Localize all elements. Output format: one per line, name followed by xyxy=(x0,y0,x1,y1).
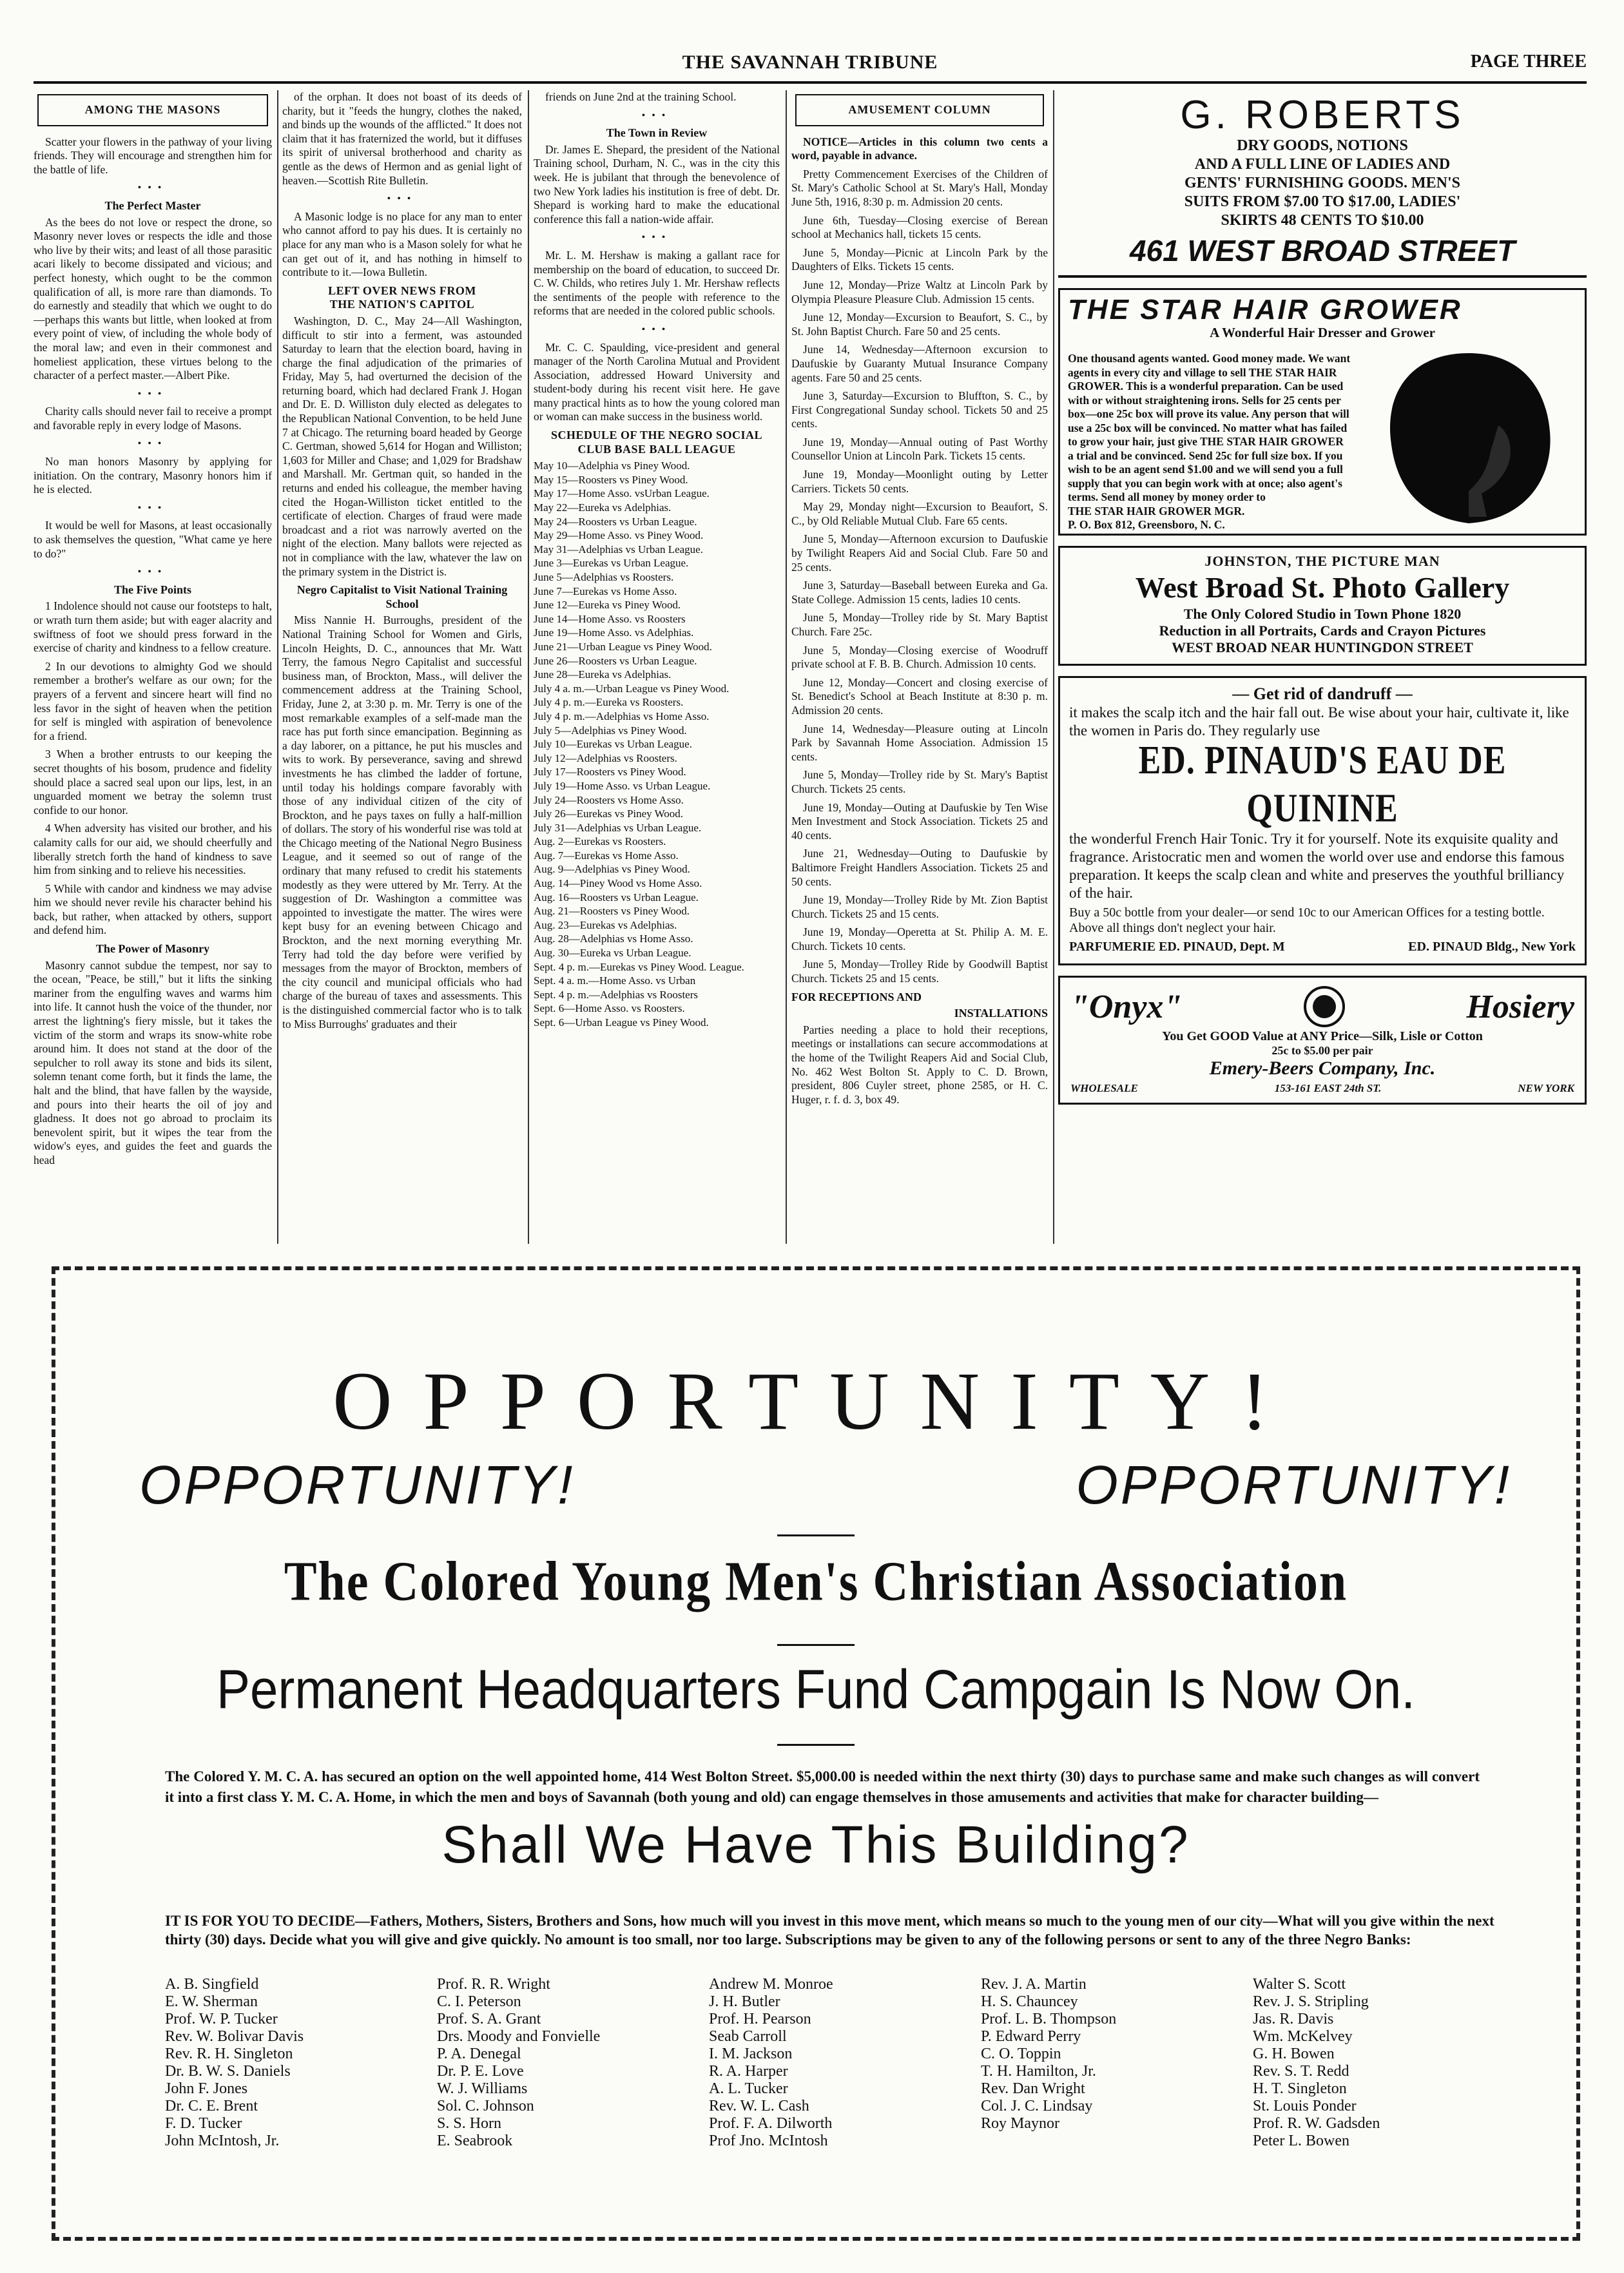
page-number: PAGE THREE xyxy=(1470,52,1587,72)
section-heading-masons: AMONG THE MASONS xyxy=(37,94,268,126)
divider xyxy=(777,1534,855,1536)
subscription-agents xyxy=(165,1976,1525,2150)
ad-footer xyxy=(1069,940,1576,954)
agent-name: P. A. Denegal xyxy=(437,2046,521,2062)
agent-name: John F. Jones xyxy=(165,2080,248,2097)
amusement-item: June 6th, Tuesday—Closing exercise of Berean school at Mechanics hall, tickets 15 cents. xyxy=(791,213,1048,241)
advertisements xyxy=(1058,90,1587,1115)
schedule-game: July 5—Adelphias vs Piney Wood. xyxy=(534,724,687,737)
ad-roberts xyxy=(1058,90,1587,278)
ad-footer-right: NEW YORK xyxy=(1518,1082,1574,1094)
agent-name: F. D. Tucker xyxy=(165,2115,242,2132)
amusement-list xyxy=(791,168,1048,986)
subheading: The Town in Review xyxy=(606,126,708,140)
opportunity-left: OPPORTUNITY! xyxy=(139,1455,575,1515)
paragraph: Masonry cannot subdue the tempest, nor say to the ocean, "Peace, be still," but it lifts the sinking mariner from the engulfing waves and warms him into life. It cannot hush the voice of the thunder, nor arrest the lightning's fiery missle, but it takes the victim of the storm and wraps its snow-white robe around him. It does not stand at the door of the sepulcher to roll away its stone and bids its silent, solemn tenant come forth, but it finds the lame, the halt and the blind, that have fallen by the wayside, and pours into their hearts the oil of joy and gladness. It does not go abroad to proclaim its benevolent spirit, but it wipes the tear from the widow's eyes, and guides the feet and guards the head xyxy=(34,958,272,1166)
agent-name: S. S. Horn xyxy=(437,2115,502,2132)
agent-name: Dr. C. E. Brent xyxy=(165,2098,258,2114)
paragraph: Dr. James E. Shepard, the president of the National Training school, Durham, N. C., was in the city this week. He is jubilant that through the benevolence of two New York ladies his institution is free of debt. Dr. Shepard is working hard to make the educational conference this fall a nation-wide affair. xyxy=(534,142,780,226)
agent-name: C. I. Peterson xyxy=(437,1993,521,2010)
agent-column xyxy=(1253,1976,1525,2150)
agent-name: W. J. Williams xyxy=(437,2080,528,2097)
ad-line: 25c to $5.00 per pair xyxy=(1271,1044,1373,1057)
schedule-game: Aug. 30—Eureka vs Urban League. xyxy=(534,947,691,960)
ad-line: The Only Colored Studio in Town Phone 1820 xyxy=(1183,606,1462,622)
agent-name: J. H. Butler xyxy=(709,1993,780,2010)
agent-name: G. H. Bowen xyxy=(1253,2046,1335,2062)
amusement-item: June 14, Wednesday—Afternoon excursion to Daufuskie by Guaranty Mutual Insurance Company agents. Fare 50 and 25 cents. xyxy=(791,343,1048,384)
ad-subtitle: A Wonderful Hair Dresser and Grower xyxy=(1210,325,1435,340)
paragraph: No man honors Masonry by applying for initiation. On the contrary, Masonry honors him if he is elected. xyxy=(34,455,272,496)
ad-line: Reduction in all Portraits, Cards and Crayon Pictures xyxy=(1159,623,1486,639)
separator: ••• xyxy=(137,502,168,514)
agent-name: Wm. McKelvey xyxy=(1253,2028,1353,2045)
amusement-item: June 21, Wednesday—Outing to Daufuskie by Baltimore Freight Handlers Association. Tickets 25 and 50 cents. xyxy=(791,847,1048,888)
ad-brand-suffix: Hosiery xyxy=(1466,988,1574,1025)
ad-company: Emery-Beers Company, Inc. xyxy=(1209,1058,1436,1079)
separator: ••• xyxy=(137,388,168,400)
agent-column xyxy=(437,1976,709,2150)
agent-name: Prof. S. A. Grant xyxy=(437,2011,541,2027)
amusement-item: June 5, Monday—Trolley ride by St. Mary Baptist Church. Fare 25c. xyxy=(791,611,1048,638)
campaign-appeal: IT IS FOR YOU TO DECIDE—Fathers, Mothers, Sisters, Brothers and Sons, how much will you invest in this move ment, which means so much to the young men of our city—What will you give within the next thirty (30) days. Decide what you will give and give quickly. No amount is too small, nor too large. Subscriptions may be given to any of the following persons or sent to any of the three Negro Banks: xyxy=(165,1913,1494,1948)
agent-name: John McIntosh, Jr. xyxy=(165,2133,280,2149)
divider xyxy=(777,1744,855,1746)
column-town-review xyxy=(534,90,780,1244)
agent-name: A. L. Tucker xyxy=(709,2080,788,2097)
agent-name: A. B. Singfield xyxy=(165,1976,259,1993)
ad-text: the wonderful French Hair Tonic. Try it for yourself. Note its exquisite quality and fragrance. Aristocratic men and women the world over use and endorse this famous preparation. It keeps the scalp clean and white and preserves the youthful brilliancy of the hair. xyxy=(1069,831,1565,901)
agent-name: Peter L. Bowen xyxy=(1253,2133,1349,2149)
subheading: The Five Points xyxy=(114,583,191,596)
schedule-game: July 17—Roosters vs Piney Wood. xyxy=(534,766,686,779)
amusement-item: June 12, Monday—Prize Waltz at Lincoln Park by Olympia Pleasure Pleasure Club. Admission 15 cents. xyxy=(791,278,1048,305)
column-masons xyxy=(34,90,272,1244)
schedule-game: July 4 p. m.—Eureka vs Roosters. xyxy=(534,696,684,709)
schedule-game: June 12—Eureka vs Piney Wood. xyxy=(534,599,681,612)
ad-footer-right: ED. PINAUD Bldg., New York xyxy=(1408,940,1576,954)
schedule-game: June 5—Adelphias vs Roosters. xyxy=(534,571,674,583)
column-rule xyxy=(277,90,278,1244)
agent-name: Rev. S. T. Redd xyxy=(1253,2063,1349,2080)
ad-brand: G. ROBERTS xyxy=(1180,93,1465,137)
ad-title-row xyxy=(1070,984,1574,1029)
agent-name: Andrew M. Monroe xyxy=(709,1976,833,1993)
paragraph: Mr. L. M. Hershaw is making a gallant race for membership on the board of education, to succeed Dr. C. W. Childs, who retires July 1. Mr. Hershaw reflects the sentiments of the people with reference to the reforms that are needed in the colored public schools. xyxy=(534,248,780,318)
amusement-item: June 14, Wednesday—Pleasure outing at Lincoln Park by Savannah Home Association. Admission 15 cents. xyxy=(791,722,1048,763)
ymca-campaign-ad xyxy=(52,1266,1580,2241)
agent-name: Prof. R. W. Gadsden xyxy=(1253,2115,1380,2132)
schedule-game: July 12—Adelphias vs Roosters. xyxy=(534,751,677,764)
paragraph: As the bees do not love or respect the drone, so Masonry never loves or respects the idle and those who live by their wits; and least of all those parasitic acari likely to become dissipated and vicious; and perfect honesty, which ought to be the common qualification of all, is more rare than diamonds. To do earnestly and steadily that which we ought to do—perhaps this wants but little, when looked at from every point of view, of including the whole body of the moral law; and even in their commonest and homeliest application, these virtues belong to the character of a perfect master.—Albert Pike. xyxy=(34,215,272,382)
agent-name: Sol. C. Johnson xyxy=(437,2098,534,2114)
paragraph: Parties needing a place to hold their receptions, meetings or installations can secure accommodations at the home of the Twilight Reapers Aid and Social Club, No. 462 West Bolton St. Apply to C. D. Brown, president, 806 Cuyler street, phone 2585, or H. C. Huger, r. f. d. 3, box 49. xyxy=(791,1023,1048,1106)
schedule-game: July 24—Roosters vs Home Asso. xyxy=(534,793,684,806)
paragraph: Miss Nannie H. Burroughs, president of the National Training School for Women and Girls, Lincoln Heights, D. C., announces that Mr. Watt Terry, the famous Negro Capitalist and successful business man, of Brockton, Mass., will deliver the commencement address at the Training School, Friday, June 2, at 3:30 p. m. Mr. Terry is one of the most remarkable examples of a self-made man the race has put forth since emancipation. Beginning as a day laborer, on a pittance, he put his muscles and wits to work. By perseverance, saving and shrewd investments he has climbed the ladder of fortune, until today his holdings compare favorably with those of any individual citizen of the city of Brockton, and he pays taxes on fully a half-million of dollars. The story of his wonderful rise was told at the Chicago meeting of the National Negro Business League, and it seemed so out of range of the ordinary that many refused to credit his statements modestly as they were uttered by Mr. Terry. At the suggestion of Dr. Washington a committee was appointed to investigate the matter. The wires were kept busy for an evening between Chicago and Brockton, and the next morning everything Mr. Terry had told the day before were verified by messages from the mayor of Brockton, members of the city council and municipal officials who had charge of the bureau of taxes and assessments. This is the distinguished commercial factor who is to talk to Miss Burroughs' graduates and their xyxy=(282,614,522,1030)
ymca-title: The Colored Young Men's Christian Association xyxy=(284,1550,1348,1613)
subheading: FOR RECEPTIONS AND xyxy=(791,990,922,1003)
ad-line: DRY GOODS, NOTIONS xyxy=(1237,137,1408,154)
agent-name: Rev. W. L. Cash xyxy=(709,2098,809,2114)
agent-column xyxy=(981,1976,1253,2150)
seal-emblem-icon xyxy=(1302,984,1347,1029)
headline-line: THE NATION'S CAPITOL xyxy=(329,298,475,311)
ad-brand: ED. PINAUD'S EAU DE QUININE xyxy=(1138,739,1507,831)
agent-name: Rev. W. Bolivar Davis xyxy=(165,2028,304,2045)
schedule-game: Aug. 2—Eurekas vs Roosters. xyxy=(534,835,666,848)
schedule-game: May 22—Eureka vs Adelphias. xyxy=(534,501,672,514)
opportunity-right: OPPORTUNITY! xyxy=(1076,1455,1512,1515)
ad-text: One thousand agents wanted. Good money made. We want agents in every city and village to sell THE STAR HAIR GROWER. This is a wonderful preparation. Can be used with or without straightening irons. Sells for 25 cents per box—one 25c box will prove its value. Any person that will use a 25c box will be convinced. No matter what has failed to grow your hair, just give THE STAR HAIR GROWER a trial and be convinced. Send 25c for full size box. If you wish to be an agent send $1.00 and we will send you a full supply that you can begin work with at once; also agent's terms. Send all money by money order to xyxy=(1068,352,1351,503)
ad-address: 461 WEST BROAD STREET xyxy=(1129,234,1516,267)
agent-name: R. A. Harper xyxy=(709,2063,788,2080)
schedule-game: Aug. 16—Roosters vs Urban League. xyxy=(534,891,699,904)
schedule-game: Aug. 9—Adelphias vs Piney Wood. xyxy=(534,863,690,876)
schedule-game: July 4 a. m.—Urban League vs Piney Wood. xyxy=(534,682,730,695)
section-heading-amusement: AMUSEMENT COLUMN xyxy=(795,94,1044,126)
schedule-game: June 19—Home Asso. vs Adelphias. xyxy=(534,626,694,639)
amusement-item: June 3, Saturday—Baseball between Eureka and Ga. State College. Admission 15 cents, ladies 10 cents. xyxy=(791,579,1048,606)
schedule-game: June 28—Eureka vs Adelphias. xyxy=(534,668,672,681)
ad-footer-left: WHOLESALE xyxy=(1070,1082,1138,1094)
schedule-game: June 7—Eurekas vs Home Asso. xyxy=(534,585,677,597)
agent-name: Prof. H. Pearson xyxy=(709,2011,811,2027)
schedule-game: June 21—Urban League vs Piney Wood. xyxy=(534,640,712,653)
ad-pinaud xyxy=(1058,676,1587,965)
ad-box: P. O. Box 812, Greensboro, N. C. xyxy=(1068,518,1225,531)
paragraph: A Masonic lodge is no place for any man to enter who cannot afford to pay his dues. It is certainly no place for any man who is a Mason solely for what he can get out of it, and has nothing in himself to contribute to it.—Iowa Bulletin. xyxy=(282,209,522,279)
schedule-game: Aug. 14—Piney Wood vs Home Asso. xyxy=(534,877,702,890)
subheading: INSTALLATIONS xyxy=(954,1007,1048,1020)
schedule-game: June 3—Eurekas vs Urban League. xyxy=(534,557,689,570)
ad-onyx-hosiery xyxy=(1058,976,1587,1105)
ad-line: You Get GOOD Value at ANY Price—Silk, Lisle or Cotton xyxy=(1162,1029,1483,1043)
ad-line: SUITS FROM $7.00 TO $17.00, LADIES' xyxy=(1184,193,1461,210)
schedule-game: July 4 p. m.—Adelphias vs Home Asso. xyxy=(534,710,710,722)
ad-line: AND A FULL LINE OF LADIES AND xyxy=(1194,156,1451,173)
paragraph: It would be well for Masons, at least occasionally to ask themselves the question, "What came ye here to do?" xyxy=(34,519,272,560)
agent-name: Prof. R. R. Wright xyxy=(437,1976,550,1993)
schedule-game: Sept. 4 p. m.—Eurekas vs Piney Wood. League. xyxy=(534,960,744,973)
ad-footer-left: PARFUMERIE ED. PINAUD, Dept. M xyxy=(1069,940,1285,954)
agent-column xyxy=(165,1976,437,2150)
paragraph: of the orphan. It does not boast of its deeds of charity, but it "feeds the hungry, clothes the naked, and binds up the wounds of the afflicted." It does not claim that it has fraternized the world, but it diffuses its spirit of universal brotherhood and charity as gentle as the dews of Hermon and as genial light of heaven.—Scottish Rite Bulletin. xyxy=(282,90,522,187)
notice: NOTICE—Articles in this column two cents a word, payable in advance. xyxy=(791,135,1048,162)
ad-text: Buy a 50c bottle from your dealer—or send 10c to our American Offices for a testing bottle. Above all things don't neglect your hair. xyxy=(1069,905,1545,935)
agent-column xyxy=(709,1976,981,2150)
paragraph: Mr. C. C. Spaulding, vice-president and general manager of the North Carolina Mutual and Provident Association, addressed Howard University and student-body during his recent visit here. He gave many practical hints as to how the young colored man or woman can make success in the business world. xyxy=(534,340,780,423)
divider xyxy=(777,1644,855,1646)
agent-name: P. Edward Perry xyxy=(981,2028,1081,2045)
paragraph: Washington, D. C., May 24—All Washington, difficult to stir into a ferment, was astounded Saturday to learn that the election board, having in charge the final adjudication of the primaries of Friday, May 5, had overturned the decision of the returning board, which had declared Frank J. Hogan and Dr. E. D. Williston duly elected as delegates to the Republican National Convention, to be held June 7 at Chicago. The returning board headed by George C. Gertman, showed 5,614 for Hogan and Williston; 1,603 for Miller and Chase; and 1,029 for Bradshaw and Marshall. Mr. Gertman quit, so handed in the returns and ended his colleague, the member having cited the Hogan-Williston ticket entitled to the certificate of election. Charges of fraud were made broadcast and a riot was narrowly averted on the night of the election. Many ballots were rejected as not in compliance with the law, whatever the law on the primary system in the District is. xyxy=(282,314,522,578)
agent-name: Walter S. Scott xyxy=(1253,1976,1346,1993)
ad-line: WEST BROAD NEAR HUNTINGDON STREET xyxy=(1172,639,1473,655)
ad-heading: — Get rid of dandruff — xyxy=(1232,684,1413,703)
campaign-intro: The Colored Y. M. C. A. has secured an option on the well appointed home, 414 West Bolton Street. $5,000.00 is needed within the next thirty (30) days to purchase same and make such changes as will convert it into a first class Y. M. C. A. Home, in which the men and boys of Savannah (both young and old) can engage themselves in those amusements and activities that make for character building— xyxy=(165,1768,1480,1805)
schedule-game: July 19—Home Asso. vs Urban League. xyxy=(534,779,711,792)
schedule-game: June 14—Home Asso. vs Roosters xyxy=(534,612,686,625)
amusement-item: June 19, Monday—Outing at Daufuskie by Ten Wise Men Investment and Stock Association. Tickets 25 and 40 cents. xyxy=(791,800,1048,842)
building-question: Shall We Have This Building? xyxy=(441,1815,1190,1874)
ad-brand: "Onyx" xyxy=(1070,988,1183,1025)
schedule-game: July 31—Adelphias vs Urban League. xyxy=(534,821,702,834)
schedule-heading: SCHEDULE OF THE NEGRO SOCIAL CLUB BASE BALL LEAGUE xyxy=(550,429,763,456)
ad-brand: West Broad St. Photo Gallery xyxy=(1135,571,1510,604)
agent-name: Drs. Moody and Fonvielle xyxy=(437,2028,601,2045)
paragraph: friends on June 2nd at the training School. xyxy=(545,90,737,103)
column-rule xyxy=(528,90,529,1244)
schedule-game: May 29—Home Asso. vs Piney Wood. xyxy=(534,529,704,542)
schedule-game: May 24—Roosters vs Urban League. xyxy=(534,515,697,528)
column-news xyxy=(282,90,522,1244)
amusement-item: June 19, Monday—Annual outing of Past Worthy Counsellor Union at Lincoln Park. Tickets 15 cents. xyxy=(791,435,1048,463)
separator: ••• xyxy=(387,193,418,205)
ad-footer xyxy=(1070,1082,1574,1095)
agent-name: C. O. Toppin xyxy=(981,2046,1061,2062)
schedule-game: May 10—Adelphia vs Piney Wood. xyxy=(534,459,690,472)
agent-name: H. T. Singleton xyxy=(1253,2080,1347,2097)
subheading: The Perfect Master xyxy=(104,198,201,212)
ad-text: it makes the scalp itch and the hair fall out. Be wise about your hair, cultivate it, like the women in Paris do. They regularly use xyxy=(1069,704,1569,739)
agent-name: Prof Jno. McIntosh xyxy=(709,2133,828,2149)
column-rule xyxy=(1053,90,1054,1244)
amusement-item: June 19, Monday—Trolley Ride by Mt. Zion Baptist Church. Tickets 25 and 15 cents. xyxy=(791,893,1048,920)
separator: ••• xyxy=(137,438,168,450)
amusement-item: June 19, Monday—Moonlight outing by Letter Carriers. Tickets 50 cents. xyxy=(791,468,1048,495)
agent-name: E. W. Sherman xyxy=(165,1993,258,2010)
amusement-item: June 5, Monday—Trolley ride by St. Mary's Baptist Church. Tickets 25 cents. xyxy=(791,768,1048,795)
column-amusement xyxy=(791,90,1048,1244)
headline-line: LEFT OVER NEWS FROM xyxy=(328,284,476,297)
agent-name: Jas. R. Davis xyxy=(1253,2011,1334,2027)
agent-name: T. H. Hamilton, Jr. xyxy=(981,2063,1096,2080)
ad-footer-mid: 153-161 EAST 24th ST. xyxy=(1274,1082,1382,1094)
woman-hair-silhouette-icon xyxy=(1372,348,1565,528)
ad-photo-gallery xyxy=(1058,546,1587,666)
amusement-item: June 3, Saturday—Excursion to Bluffton, S. C., by First Congregational Sunday school. Tickets 50 and 25 cents. xyxy=(791,389,1048,430)
agent-name: Rev. J. S. Stripling xyxy=(1253,1993,1369,2010)
campaign-title: Permanent Headquarters Fund Campgain Is Now On. xyxy=(217,1658,1415,1721)
agent-name: Rev. Dan Wright xyxy=(981,2080,1085,2097)
ad-star-hair-grower xyxy=(1058,288,1587,536)
agent-name: Prof. L. B. Thompson xyxy=(981,2011,1117,2027)
agent-name: St. Louis Ponder xyxy=(1253,2098,1357,2114)
paragraph: 3 When a brother entrusts to our keeping the secret thoughts of his bosom, prudence and fidelity should place a sacred seal upon our lips, lest, in an unguarded moment we betray the solemn trust confide to our honor. xyxy=(34,748,272,817)
paragraph: Charity calls should never fail to receive a prompt and favorable reply in every lodge of Masons. xyxy=(34,405,272,432)
paragraph: 1 Indolence should not cause our footsteps to halt, or wrath turn them aside; but with eager alacrity and swiftness of foot we should press forward in the exercise of charity and kindness to a fellow creature. xyxy=(34,599,272,655)
subheading: The Power of Masonry xyxy=(95,942,210,956)
schedule-game: July 26—Eurekas vs Piney Wood. xyxy=(534,808,684,820)
paragraph: 4 When adversity has visited our brother, and his calamity calls for our aid, we should cheerfully and liberally stretch forth the hand of kindness to save him from sinking and to relieve his necessities. xyxy=(34,822,272,877)
amusement-item: June 5, Monday—Trolley Ride by Goodwill Baptist Church. Tickets 25 and 15 cents. xyxy=(791,958,1048,985)
schedule-game: May 15—Roosters vs Piney Wood. xyxy=(534,473,688,486)
schedule-game: Aug. 21—Roosters vs Piney Wood. xyxy=(534,905,690,918)
paragraph: Scatter your flowers in the pathway of your living friends. They will encourage and strengthen him for the battle of life. xyxy=(34,135,272,176)
agent-name: Seab Carroll xyxy=(709,2028,787,2045)
amusement-item: Pretty Commencement Exercises of the Children of St. Mary's Catholic School at St. Mary's Hall, Monday June 5th, 1916, 8:30 p. m. Admission 20 cents. xyxy=(791,167,1048,208)
headline xyxy=(282,284,522,312)
separator: ••• xyxy=(641,110,672,121)
amusement-item: June 19, Monday—Operetta at St. Philip A. M. E. Church. Tickets 10 cents. xyxy=(791,925,1048,953)
baseball-schedule xyxy=(534,459,780,1029)
schedule-game: Sept. 6—Home Asso. vs Roosters. xyxy=(534,1002,685,1015)
agent-name: Roy Maynor xyxy=(981,2115,1059,2132)
separator: ••• xyxy=(641,232,672,244)
column-rule xyxy=(786,90,787,1244)
amusement-item: June 5, Monday—Picnic at Lincoln Park by the Daughters of Elks. Tickets 15 cents. xyxy=(791,246,1048,273)
agent-name: H. S. Chauncey xyxy=(981,1993,1078,2010)
agent-name: E. Seabrook xyxy=(437,2133,513,2149)
agent-name: Col. J. C. Lindsay xyxy=(981,2098,1093,2114)
amusement-item: June 5, Monday—Afternoon excursion to Daufuskie by Twilight Reapers Aid and Social Club. Fare 50 and 25 cents. xyxy=(791,532,1048,574)
agent-name: Dr. P. E. Love xyxy=(437,2063,524,2080)
paragraph: 5 While with candor and kindness we may advise him we should never revile his character behind his back, but rather, when attacked by others, support and defend him. xyxy=(34,882,272,937)
ad-brand: THE STAR HAIR GROWER xyxy=(1068,294,1462,325)
separator: ••• xyxy=(137,566,168,578)
amusement-item: June 12, Monday—Excursion to Beaufort, S. C., by St. John Baptist Church. Fare 50 and 25 cents. xyxy=(791,311,1048,338)
ad-line: GENTS' FURNISHING GOODS. MEN'S xyxy=(1184,175,1461,191)
schedule-game: May 31—Adelphias vs Urban League. xyxy=(534,543,703,556)
amusement-item: June 5, Monday—Closing exercise of Woodruff private school at F. B. B. Church. Admission 10 cents. xyxy=(791,643,1048,671)
agent-name: Rev. J. A. Martin xyxy=(981,1976,1087,1993)
ad-line: JOHNSTON, THE PICTURE MAN xyxy=(1204,553,1440,569)
agent-name: I. M. Jackson xyxy=(709,2046,793,2062)
agent-name: Dr. B. W. S. Daniels xyxy=(165,2063,291,2080)
amusement-item: May 29, Monday night—Excursion to Beaufort, S. C., by Old Reliable Mutual Club. Fare 65 cents. xyxy=(791,500,1048,527)
schedule-game: May 17—Home Asso. vsUrban League. xyxy=(534,487,710,500)
paragraph: 2 In our devotions to almighty God we should remember a brother's welfare as our own; for the prayers of a fervent and sincere heart will find no less favor in the sight of heaven when the petition for self is mingled with aspiration of benevolence for a friend. xyxy=(34,659,272,742)
agent-name: Prof. W. P. Tucker xyxy=(165,2011,278,2027)
newspaper-title: THE SAVANNAH TRIBUNE xyxy=(682,52,938,73)
ad-body xyxy=(1068,352,1351,532)
masthead xyxy=(34,52,1587,84)
schedule-game: July 10—Eurekas vs Urban League. xyxy=(534,738,692,751)
schedule-game: Aug. 7—Eurekas vs Home Asso. xyxy=(534,849,679,862)
separator: ••• xyxy=(137,182,168,194)
schedule-game: Sept. 4 a. m.—Home Asso. vs Urban xyxy=(534,974,696,987)
schedule-game: Aug. 28—Adelphias vs Home Asso. xyxy=(534,933,693,945)
schedule-game: Aug. 23—Eurekas vs Adelphias. xyxy=(534,918,677,931)
schedule-game: Sept. 6—Urban League vs Piney Wood. xyxy=(534,1016,709,1029)
separator: ••• xyxy=(641,324,672,335)
agent-name: Prof. F. A. Dilworth xyxy=(709,2115,833,2132)
amusement-item: June 12, Monday—Concert and closing exercise of St. Benedict's School at Beach Institute at 8:30 p. m. Admission 20 cents. xyxy=(791,675,1048,717)
schedule-game: June 26—Roosters vs Urban League. xyxy=(534,654,697,667)
opportunity-headline: OPPORTUNITY! xyxy=(333,1355,1299,1447)
schedule-game: Sept. 4 p. m.—Adelphias vs Roosters xyxy=(534,988,698,1001)
ad-line: SKIRTS 48 CENTS TO $10.00 xyxy=(1221,212,1424,229)
agent-name: Rev. R. H. Singleton xyxy=(165,2046,293,2062)
subheading: Negro Capitalist to Visit National Training School xyxy=(296,583,508,610)
ad-signature: THE STAR HAIR GROWER MGR. xyxy=(1068,504,1245,517)
